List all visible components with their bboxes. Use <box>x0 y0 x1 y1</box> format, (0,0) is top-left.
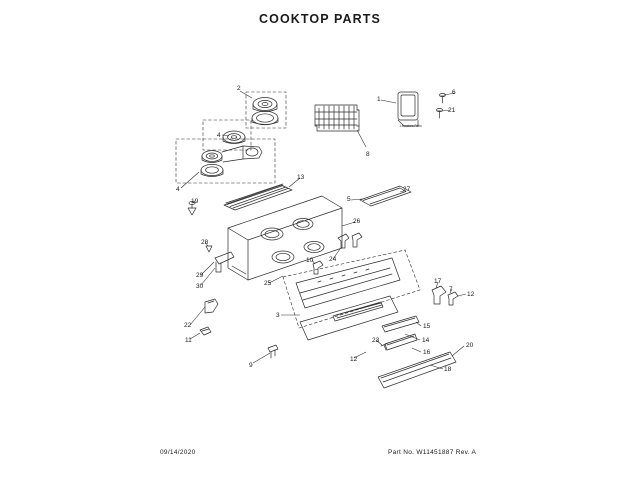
callout-23: 23 <box>372 337 380 344</box>
callout-5: 5 <box>347 196 351 203</box>
callout-20: 20 <box>466 342 474 349</box>
callout-8: 8 <box>366 151 370 158</box>
callout-25: 25 <box>264 280 272 287</box>
callout-30: 30 <box>196 283 204 290</box>
callout-17: 17 <box>434 278 442 285</box>
callout-21: 21 <box>448 107 456 114</box>
callout-16: 16 <box>423 349 431 356</box>
callout-22: 22 <box>184 322 192 329</box>
callout-28: 28 <box>201 239 209 246</box>
callout-4: 4 <box>217 132 221 139</box>
callout-12: 12 <box>467 291 475 298</box>
callout-29: 29 <box>196 272 204 279</box>
callout-14: 14 <box>422 337 430 344</box>
callout-27: 27 <box>403 186 411 193</box>
callout-4: 4 <box>176 186 180 193</box>
callout-2: 2 <box>237 85 241 92</box>
footer-date: 09/14/2020 <box>160 449 196 456</box>
callout-12: 12 <box>350 356 358 363</box>
page-title: COOKTOP PARTS <box>259 12 381 26</box>
callout-19: 19 <box>191 198 199 205</box>
callout-7: 7 <box>449 286 453 293</box>
callout-10: 10 <box>306 257 314 264</box>
callout-3: 3 <box>276 312 280 319</box>
callout-13: 13 <box>297 174 305 181</box>
callout-15: 15 <box>423 323 431 330</box>
callout-1: 1 <box>377 96 381 103</box>
footer-part-number: Part No. W11451887 Rev. A <box>388 449 477 456</box>
literature-parts-label: Literature Parts <box>400 124 422 128</box>
callout-6: 6 <box>452 89 456 96</box>
callout-9: 9 <box>249 362 253 369</box>
callout-24: 24 <box>329 256 337 263</box>
callout-11: 11 <box>185 337 192 344</box>
callout-26: 26 <box>353 218 361 225</box>
callout-18: 18 <box>444 366 452 373</box>
